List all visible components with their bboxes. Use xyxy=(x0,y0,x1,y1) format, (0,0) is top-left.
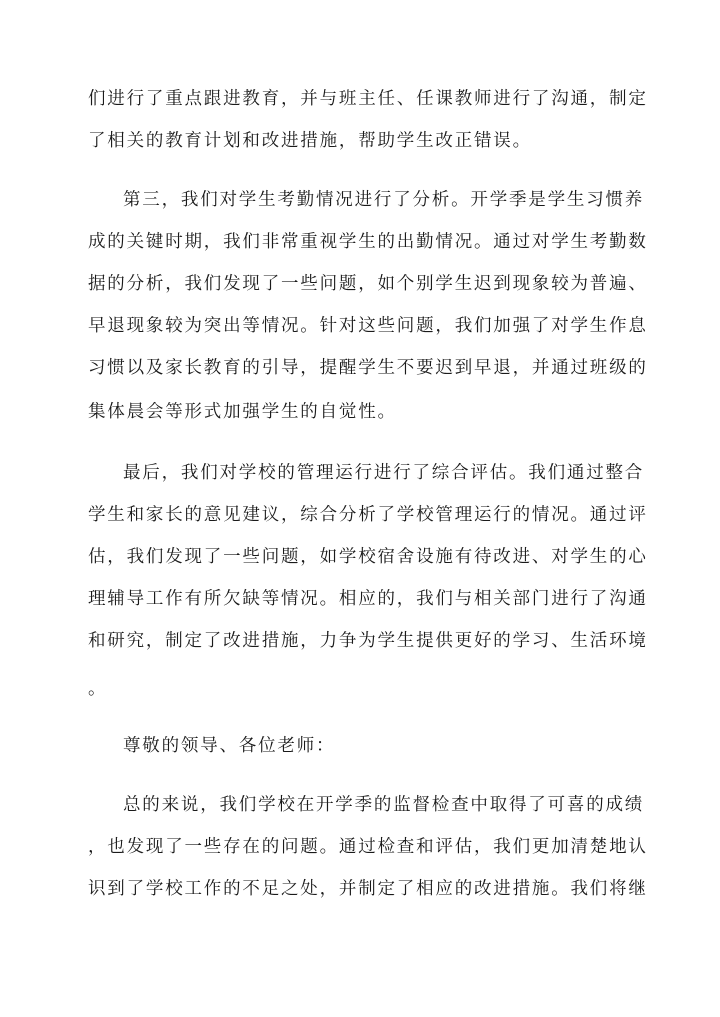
paragraph-line: 成的关键时期，我们非常重视学生的出勤情况。通过对学生考勤数 xyxy=(88,232,648,252)
paragraph-line: 。 xyxy=(88,679,108,699)
paragraph-line: ，也发现了一些存在的问题。通过检查和评估，我们更加清楚地认 xyxy=(88,837,648,857)
paragraph-line: 集体晨会等形式加强学生的自觉性。 xyxy=(88,402,397,422)
paragraph-line: 早退现象较为突出等情况。针对这些问题，我们加强了对学生作息 xyxy=(88,316,648,336)
paragraph-line: 理辅导工作有所欠缺等情况。相应的，我们与相关部门进行了沟通 xyxy=(88,589,648,609)
paragraph-line: 学生和家长的意见建议，综合分析了学校管理运行的情况。通过评 xyxy=(88,505,648,525)
paragraph-line: 习惯以及家长教育的引导，提醒学生不要迟到早退，并通过班级的 xyxy=(88,358,648,378)
paragraph-line: 总的来说，我们学校在开学季的监督检查中取得了可喜的成绩 xyxy=(123,795,645,815)
paragraph-line: 识到了学校工作的不足之处，并制定了相应的改进措施。我们将继 xyxy=(88,879,648,899)
paragraph-line: 估，我们发现了一些问题，如学校宿舍设施有待改进、对学生的心 xyxy=(88,547,648,567)
paragraph-line: 们进行了重点跟进教育，并与班主任、任课教师进行了沟通，制定 xyxy=(88,89,648,109)
paragraph-line: 最后，我们对学校的管理运行进行了综合评估。我们通过整合 xyxy=(123,463,645,483)
paragraph-line: 第三，我们对学生考勤情况进行了分析。开学季是学生习惯养 xyxy=(123,190,645,210)
paragraph-line: 了相关的教育计划和改进措施，帮助学生改正错误。 xyxy=(88,131,532,151)
paragraph-line: 据的分析，我们发现了一些问题，如个别学生迟到现象较为普遍、 xyxy=(88,274,648,294)
salutation-line: 尊敬的领导、各位老师： xyxy=(123,736,336,756)
paragraph-line: 和研究，制定了改进措施，力争为学生提供更好的学习、生活环境 xyxy=(88,631,648,651)
